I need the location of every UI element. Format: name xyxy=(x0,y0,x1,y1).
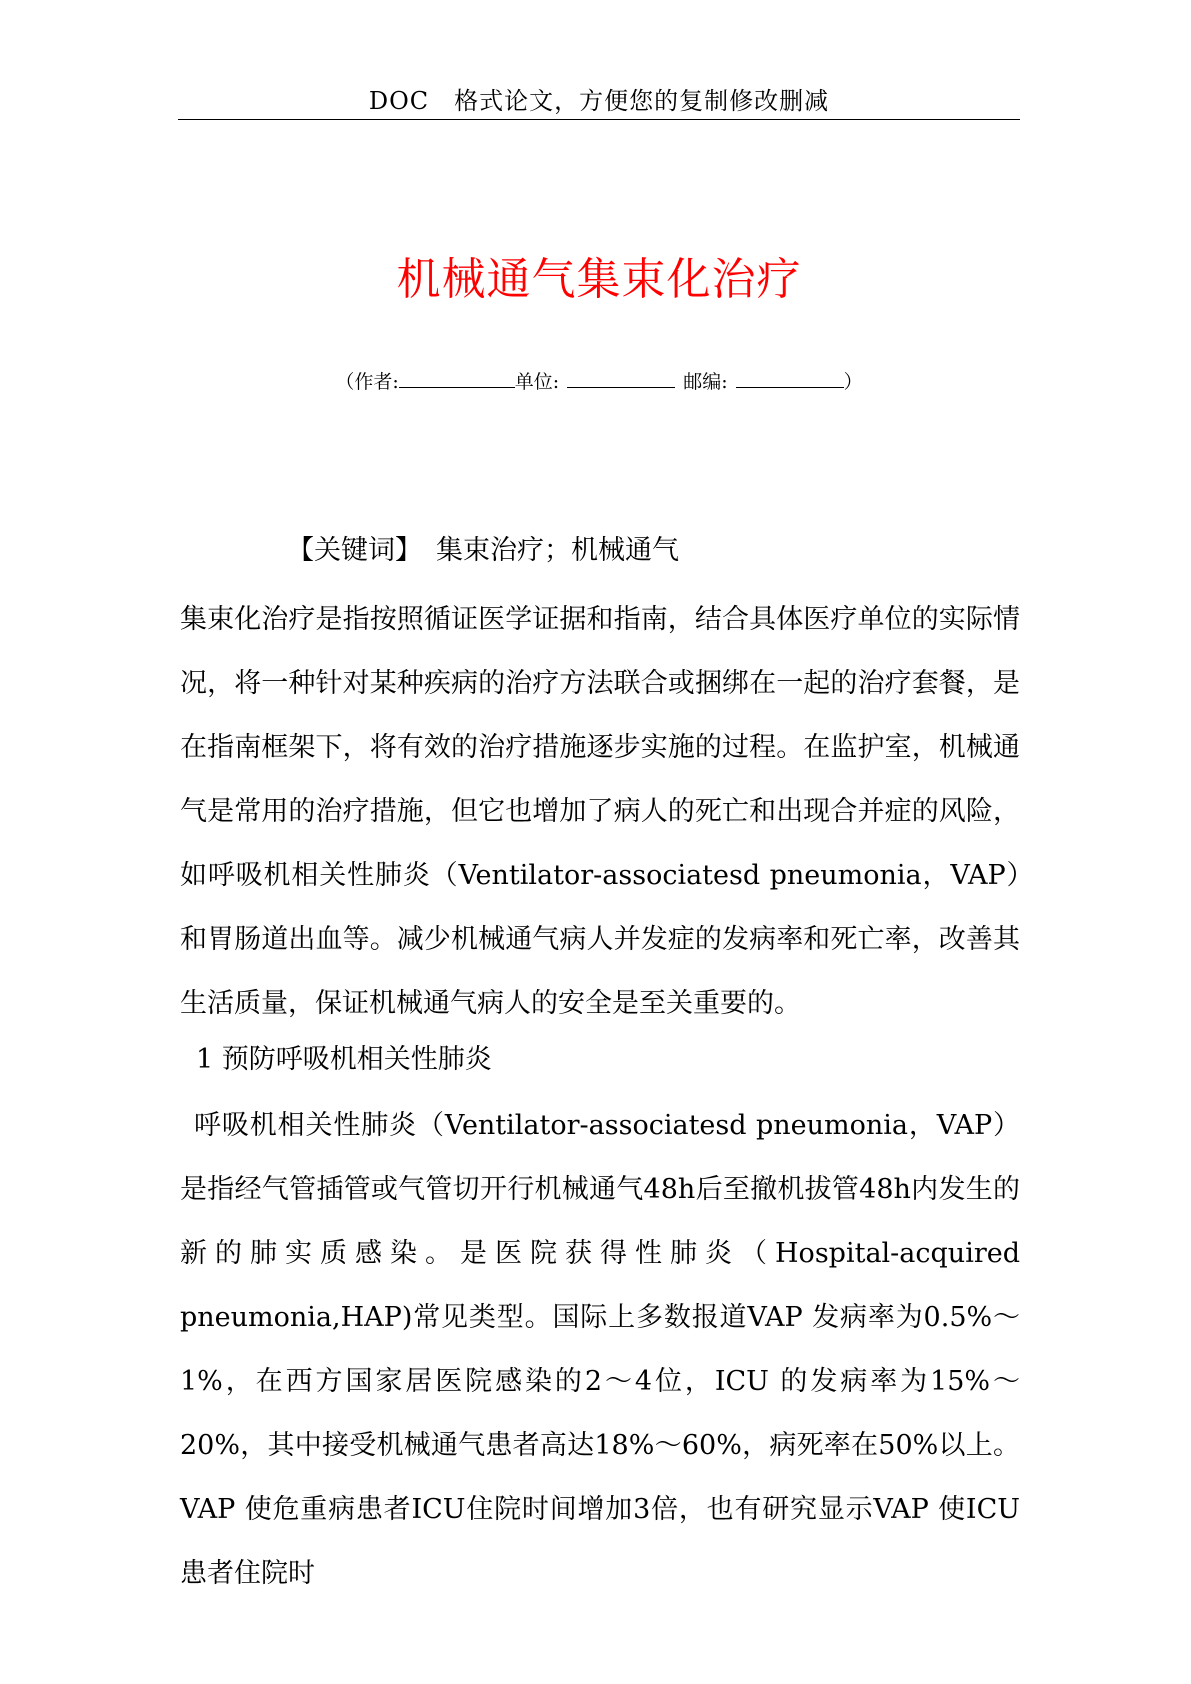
author-info-line xyxy=(178,368,1020,396)
page-header: DOC 格式论文，方便您的复制修改删减 xyxy=(368,87,830,115)
unit-label: 单位: xyxy=(514,371,560,393)
section-1-paragraph: 呼吸机相关性肺炎（Ventilator-associatesd pneumonia，VAP）是指经气管插管或气管切开行机械通气48h后至撤机拔管48h内发生的新的肺实质感染。是医院获得性肺炎（Hospital-acquired pneumonia,HAP)常见类型。国际上多数报道VAP 发病率为0.5%～1%，在西方国家居医院感染的2～4位，ICU 的发病率为15%～20%，其中接受机械通气患者高达18%～60%，病死率在50%以上。VAP 使危重病患者ICU住院时间增加3倍，也有研究显示VAP 使ICU患者住院时 xyxy=(180,1110,1020,1589)
section-1-body xyxy=(180,1094,1020,1606)
intro-section xyxy=(180,588,1020,1036)
keywords-label: 【关键词】 xyxy=(287,535,422,566)
keywords-line xyxy=(287,531,679,571)
zip-blank xyxy=(736,369,844,388)
zip-label: 邮编: xyxy=(683,371,728,393)
author-blank xyxy=(399,369,515,388)
intro-paragraph: 集束化治疗是指按照循证医学证据和指南，结合具体医疗单位的实际情况，将一种针对某种疾病的治疗方法联合或捆绑在一起的治疗套餐，是在指南框架下，将有效的治疗措施逐步实施的过程。在监护室，机械通气是常用的治疗措施，但它也增加了病人的死亡和出现合并症的风险，如呼吸机相关性肺炎（Ventilator-associatesd pneumonia，VAP）和胃肠道出血等。减少机械通气病人并发症的发病率和死亡率，改善其生活质量，保证机械通气病人的安全是至关重要的。 xyxy=(180,604,1020,1019)
keywords-value: 集束治疗；机械通气 xyxy=(436,535,679,566)
author-line-close: ） xyxy=(843,371,863,393)
document-title: 机械通气集束化治疗 xyxy=(396,254,802,305)
header-rule xyxy=(178,119,1020,120)
unit-blank xyxy=(567,369,675,388)
section-heading-1: 1 预防呼吸机相关性肺炎 xyxy=(196,1044,492,1075)
author-label: （作者: xyxy=(335,371,399,393)
